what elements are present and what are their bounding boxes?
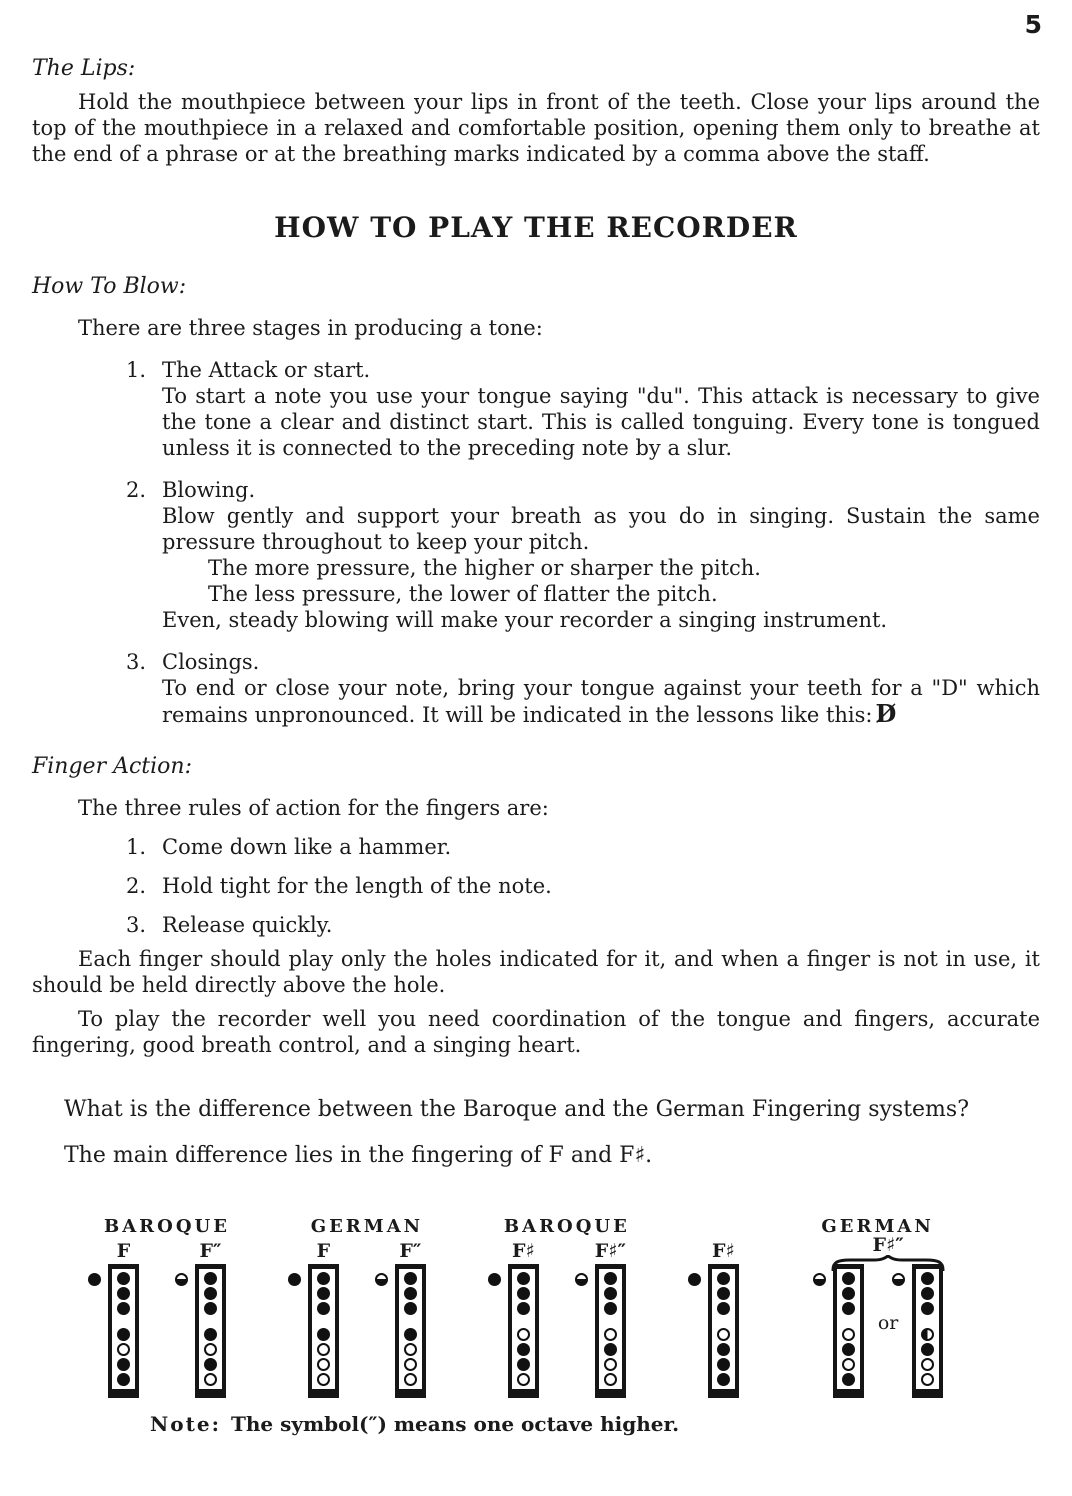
fingering-column [308,1264,339,1398]
finger-hole-filled-icon [404,1302,417,1315]
finger-hole-open-icon [842,1358,855,1371]
recorder-tube [395,1264,426,1398]
list-item [32,912,1040,938]
finger-hole-filled-icon [517,1302,530,1315]
recorder-tube [595,1264,626,1398]
fingering-column [508,1264,539,1398]
finger-hole-open-icon [517,1373,530,1386]
list-item-tail: Even, steady blowing will make your recorder a singing instrument. [162,608,888,632]
list-item-title: The Attack or start. [162,358,371,382]
rule-text: Hold tight for the length of the note. [162,874,552,898]
question-block [64,1096,1040,1170]
lips-paragraph: Hold the mouthpiece between your lips in front of the teeth. Close your lips around the top of the mouthpiece in a relaxed and comfortable position, opening them only to breathe at the end of a phrase or at the breathing marks indicated by a comma above the staff. [32,90,1040,166]
list-item-body [162,477,1040,633]
finger-hole-filled-icon [921,1343,934,1356]
note-label: Note: [150,1412,221,1436]
thumb-hole-filled-icon [688,1273,701,1286]
chart-note [150,1412,1040,1436]
finger-hole-filled-icon [117,1272,130,1285]
or-label: or [877,1312,899,1334]
list-item [32,873,1040,899]
page-title: HOW TO PLAY THE RECORDER [274,211,798,244]
fingering-group [308,1216,426,1398]
finger-hole-open-icon [204,1343,217,1356]
note-label: F♯″ [594,1240,626,1262]
finger-hole-filled-icon [204,1272,217,1285]
thumb-hole-filled-icon [488,1273,501,1286]
fingering-column [395,1264,426,1398]
fingering-group-label: BAROQUE [104,1216,230,1237]
finger-hole-filled-icon [404,1328,417,1341]
recorder-tube [833,1264,864,1398]
list-number: 2. [126,874,147,898]
fingering-group-label: BAROQUE [503,1216,630,1237]
finger-hole-filled-icon [717,1272,730,1285]
fingering-column [108,1264,139,1398]
sub-line: The more pressure, the higher or sharper the pitch. [208,556,761,580]
fingering-row [108,1240,226,1398]
finger-hole-half-icon [921,1328,934,1341]
sub-line: The less pressure, the lower of flatter the pitch. [208,582,718,606]
finger-hole-open-icon [517,1328,530,1341]
fingering-row [508,1240,626,1398]
alt-fingering-block [833,1234,944,1398]
thumb-hole-half-icon [892,1273,905,1286]
fingering-column [195,1264,226,1398]
list-item-body [162,649,1040,728]
question-line: What is the difference between the Baroque and the German Fingering systems? [64,1097,970,1122]
list-number: 3. [126,913,147,937]
finger-hole-filled-icon [204,1302,217,1315]
finger-hole-open-icon [717,1328,730,1341]
thumb-hole-half-icon [375,1273,388,1286]
finger-hole-open-icon [404,1373,417,1386]
finger-hole-filled-icon [842,1287,855,1300]
fingering-column [833,1264,864,1398]
rule-text: Come down like a hammer. [162,835,452,859]
finger-hole-filled-icon [117,1328,130,1341]
finger-hole-filled-icon [204,1328,217,1341]
thumb-hole-half-icon [175,1273,188,1286]
thumb-hole-half-icon [813,1273,826,1286]
fingering-column [595,1264,626,1398]
list-item-text: Blow gently and support your breath as you do in singing. Sustain the same pressure throughout to keep your pitch. [162,504,1040,554]
thumb-hole-filled-icon [88,1273,101,1286]
finger-hole-open-icon [404,1343,417,1356]
alt-pair [833,1264,944,1398]
note-label: F [316,1240,331,1262]
fingering-column [912,1264,943,1398]
finger-hole-open-icon [604,1328,617,1341]
list-item-text [162,675,1040,728]
finger-hole-filled-icon [204,1358,217,1371]
blow-heading: How To Blow: [32,274,187,299]
finger-hole-filled-icon [204,1287,217,1300]
fingering-group-label: GERMAN [310,1216,424,1237]
fingering-diagram [833,1264,864,1398]
lips-heading: The Lips: [32,56,136,81]
thumb-hole-filled-icon [288,1273,301,1286]
fingering-diagram [595,1240,626,1398]
fingering-diagram [508,1240,539,1398]
note-text: The symbol(″) means one octave higher. [230,1412,680,1436]
note-label: F♯ [712,1240,735,1262]
rule-text: Release quickly. [162,913,333,937]
finger-hole-filled-icon [717,1287,730,1300]
finger-hole-filled-icon [717,1373,730,1386]
fingering-column [708,1264,739,1398]
thumb-hole-half-icon [575,1273,588,1286]
finger-hole-filled-icon [604,1272,617,1285]
finger-hole-open-icon [317,1358,330,1371]
list-number: 2. [126,478,147,502]
finger-hole-filled-icon [842,1373,855,1386]
list-item-title: Closings. [162,650,260,674]
answer-line: The main difference lies in the fingering of F and F♯. [64,1143,653,1168]
list-item-title: Blowing. [162,478,256,502]
finger-hole-open-icon [921,1373,934,1386]
recorder-tube [308,1264,339,1398]
finger-hole-open-icon [842,1328,855,1341]
note-label: F″ [399,1240,422,1262]
fingering-group [708,1216,944,1398]
list-item [32,357,1040,461]
finger-hole-open-icon [604,1373,617,1386]
list-item [32,477,1040,633]
fingering-chart [104,1216,1040,1398]
finger-hole-filled-icon [404,1272,417,1285]
finger-paragraph-1: Each finger should play only the holes indicated for it, and when a finger is not in use, it should be held directly above the hole. [32,947,1040,997]
finger-hole-filled-icon [717,1302,730,1315]
finger-hole-filled-icon [117,1287,130,1300]
fingering-row [308,1240,426,1398]
recorder-tube [108,1264,139,1398]
fingering-group-label: GERMAN [821,1216,934,1237]
finger-hole-filled-icon [842,1272,855,1285]
note-label: F♯″ [872,1234,904,1256]
finger-hole-filled-icon [604,1302,617,1315]
fingering-row [708,1234,944,1398]
finger-hole-filled-icon [842,1302,855,1315]
finger-hole-filled-icon [117,1373,130,1386]
finger-hole-open-icon [117,1343,130,1356]
slashed-d-symbol: D̸ [875,699,897,728]
fingering-diagram [912,1264,943,1398]
finger-hole-filled-icon [517,1358,530,1371]
finger-hole-open-icon [317,1373,330,1386]
list-item-text: To start a note you use your tongue saying "du". This attack is necessary to give the tone a clear and distinct start. This is called tonguing. Every tone is tongued unless it is connected to the preceding note by a slur. [162,384,1040,460]
fingering-diagram [308,1240,339,1398]
note-label: F♯ [511,1240,535,1262]
finger-hole-filled-icon [117,1358,130,1371]
finger-hole-filled-icon [517,1343,530,1356]
list-number: 3. [126,650,147,674]
fingering-group [504,1216,630,1398]
finger-hole-filled-icon [842,1343,855,1356]
fingering-diagram [708,1240,739,1398]
finger-hole-open-icon [317,1343,330,1356]
note-label: F [116,1240,131,1262]
finger-hole-open-icon [921,1358,934,1371]
closings-text: To end or close your note, bring your tongue against your teeth for a "D" which remains unpronounced. It will be indicated in the lessons like this: [162,676,1040,727]
finger-hole-filled-icon [317,1328,330,1341]
finger-hole-filled-icon [317,1302,330,1315]
finger-hole-open-icon [204,1373,217,1386]
finger-hole-open-icon [604,1358,617,1371]
finger-hole-filled-icon [317,1272,330,1285]
fingering-group [104,1216,230,1398]
list-item-body [162,357,1040,461]
blow-intro: There are three stages in producing a tone: [78,316,543,340]
list-item [32,834,1040,860]
list-number: 1. [126,835,147,859]
note-label: F″ [199,1240,222,1262]
finger-hole-filled-icon [517,1272,530,1285]
finger-heading: Finger Action: [32,754,192,779]
recorder-tube [708,1264,739,1398]
finger-hole-filled-icon [517,1287,530,1300]
finger-hole-filled-icon [921,1272,934,1285]
page-number: 5 [1024,10,1042,39]
list-item [32,649,1040,728]
finger-hole-filled-icon [717,1343,730,1356]
finger-hole-open-icon [404,1358,417,1371]
recorder-tube [508,1264,539,1398]
recorder-tube [912,1264,943,1398]
fingering-diagram [108,1240,139,1398]
finger-hole-filled-icon [604,1343,617,1356]
finger-hole-filled-icon [717,1358,730,1371]
finger-paragraph-2: To play the recorder well you need coordination of the tongue and fingers, accurate fingering, good breath control, and a singing heart. [32,1007,1040,1057]
fingering-diagram [395,1240,426,1398]
finger-hole-filled-icon [404,1287,417,1300]
finger-intro: The three rules of action for the fingers are: [78,796,549,820]
finger-hole-filled-icon [921,1287,934,1300]
list-number: 1. [126,358,147,382]
finger-hole-filled-icon [604,1287,617,1300]
finger-hole-filled-icon [921,1302,934,1315]
finger-hole-filled-icon [317,1287,330,1300]
recorder-tube [195,1264,226,1398]
finger-hole-filled-icon [117,1302,130,1315]
fingering-diagram [195,1240,226,1398]
